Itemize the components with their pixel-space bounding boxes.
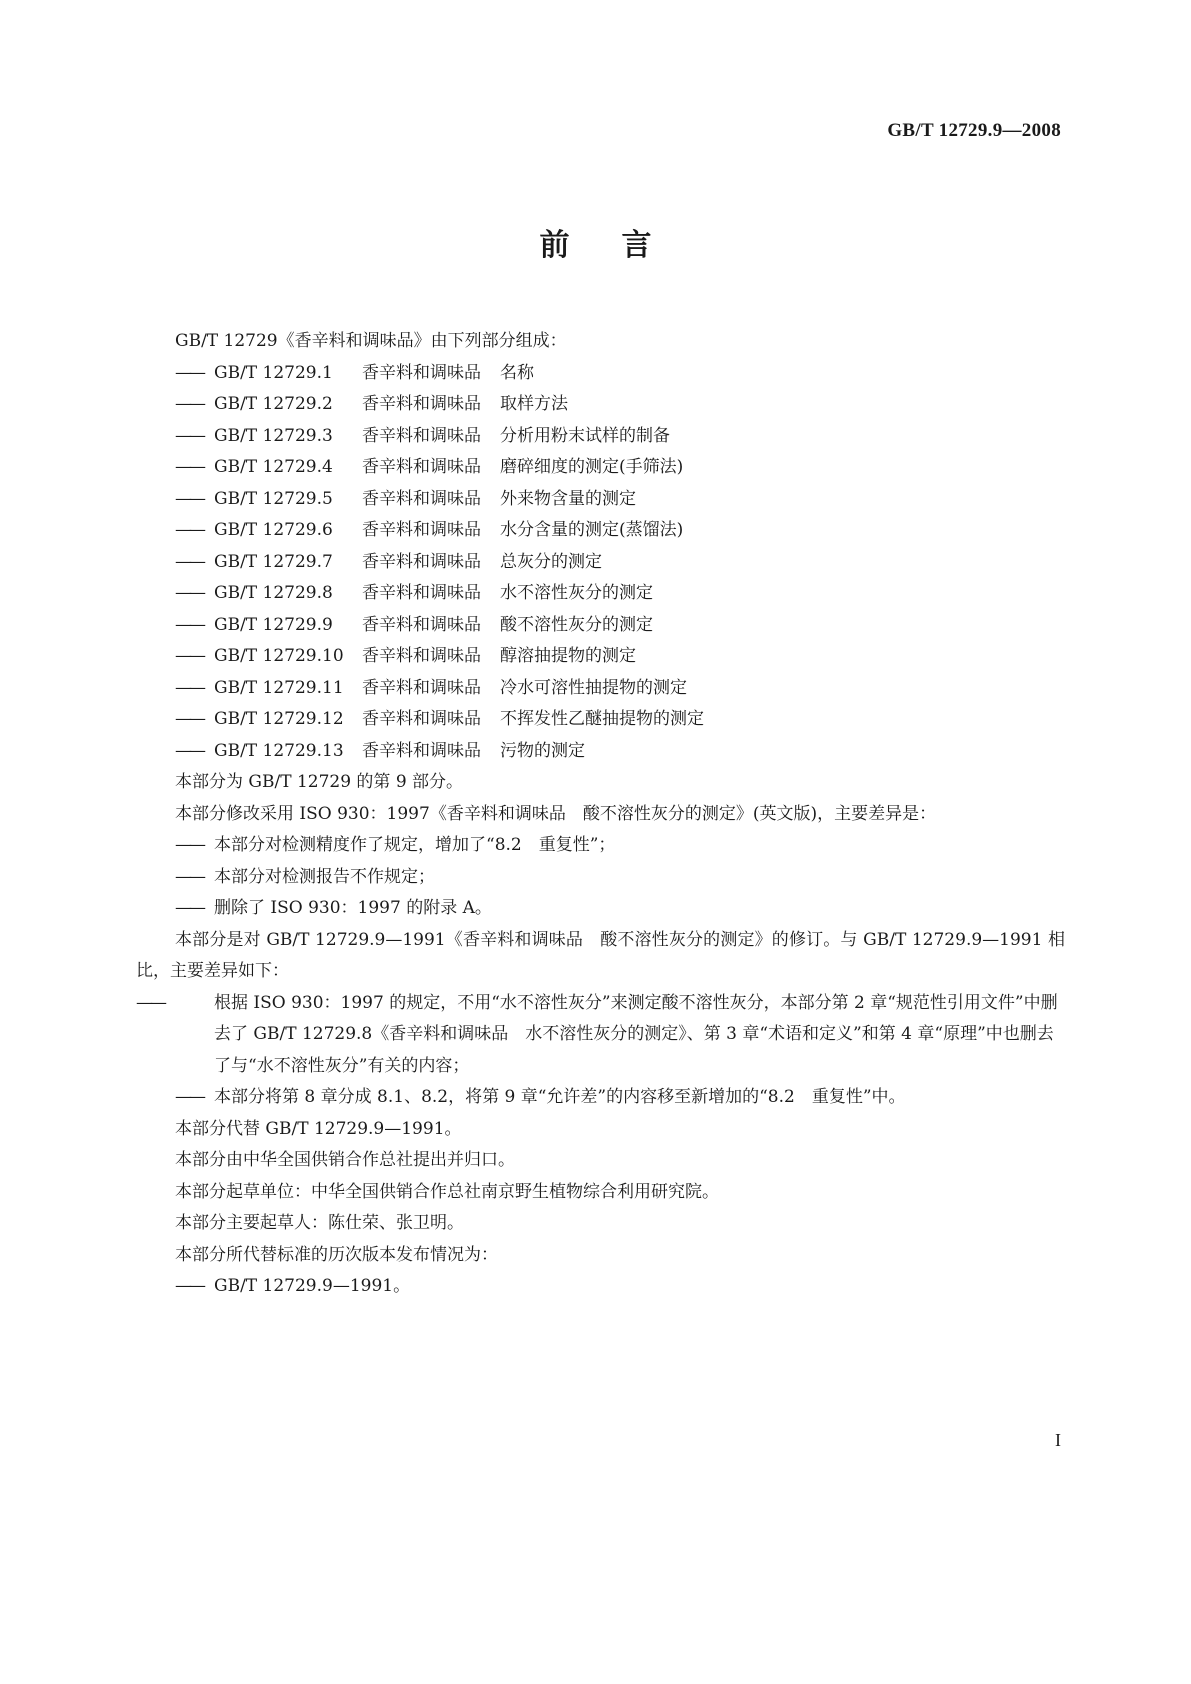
list-item: —— GB/T 12729.4 香辛料和调味品 磨碎细度的测定(手筛法) (175, 457, 684, 477)
revision-statement: 本部分是对 GB/T 12729.9—1991《香辛料和调味品 酸不溶性灰分的测定》的修订。与 GB/T 12729.9—1991 相比，主要差异如下： (136, 929, 1065, 981)
intro-paragraph: GB/T 12729《香辛料和调味品》由下列部分组成： (175, 331, 567, 351)
list-item: —— GB/T 12729.6 香辛料和调味品 水分含量的测定(蒸馏法) (175, 520, 684, 540)
history-statement: 本部分所代替标准的历次版本发布情况为： (175, 1244, 498, 1265)
page-number: I (1055, 1430, 1061, 1450)
list-item: —— 本部分对检测精度作了规定，增加了“8.2 重复性”； (175, 835, 616, 855)
drafting-unit: 本部分起草单位：中华全国供销合作总社南京野生植物综合利用研究院。 (175, 1181, 719, 1202)
list-item: —— GB/T 12729.8 香辛料和调味品 水不溶性灰分的测定 (175, 583, 653, 603)
adoption-statement: 本部分修改采用 ISO 930：1997《香辛料和调味品 酸不溶性灰分的测定》(英文版)，主要差异是： (175, 803, 937, 824)
list-item: —— GB/T 12729.2 香辛料和调味品 取样方法 (175, 394, 568, 414)
list-item: —— 根据 ISO 930：1997 的规定，不用“水不溶性灰分”来测定酸不溶性灰分，本部分第 2 章“规范性引用文件”中删去了 GB/T 12729.8《香辛料和调味品 水不溶性灰分的测定》、第 3 章“术语和定义”和第 4 章“原理”中也删去了与“水不溶性灰分”有关的内容； (136, 992, 1058, 1076)
list-item: —— 本部分对检测报告不作规定； (175, 866, 435, 887)
page-title: 前言 (539, 228, 704, 263)
list-item: —— GB/T 12729.9—1991。 (175, 1276, 411, 1296)
list-item: —— GB/T 12729.10 香辛料和调味品 醇溶抽提物的测定 (175, 646, 636, 666)
list-item: —— GB/T 12729.12 香辛料和调味品 不挥发性乙醚抽提物的测定 (175, 709, 704, 729)
list-item: —— GB/T 12729.3 香辛料和调味品 分析用粉末试样的制备 (175, 425, 670, 446)
list-item: —— GB/T 12729.5 香辛料和调味品 外来物含量的测定 (175, 488, 636, 509)
standard-number: GB/T 12729.9—2008 (887, 120, 1061, 141)
list-item: —— 本部分将第 8 章分成 8.1、8.2，将第 9 章“允许差”的内容移至新增加的“8.2 重复性”中。 (175, 1087, 906, 1107)
list-item: —— GB/T 12729.9 香辛料和调味品 酸不溶性灰分的测定 (175, 614, 653, 635)
list-item: —— GB/T 12729.13 香辛料和调味品 污物的测定 (175, 740, 585, 761)
foreword-body (136, 326, 1065, 1303)
drafters: 本部分主要起草人：陈仕荣、张卫明。 (175, 1213, 464, 1233)
list-item: —— GB/T 12729.1 香辛料和调味品 名称 (175, 362, 534, 383)
proposed-by: 本部分由中华全国供销合作总社提出并归口。 (175, 1150, 515, 1170)
list-item: —— 删除了 ISO 930：1997 的附录 A。 (175, 898, 492, 918)
part-statement: 本部分为 GB/T 12729 的第 9 部分。 (175, 772, 464, 792)
list-item: —— GB/T 12729.7 香辛料和调味品 总灰分的测定 (175, 551, 602, 572)
parts-list (136, 358, 1065, 768)
list-item: —— GB/T 12729.11 香辛料和调味品 冷水可溶性抽提物的测定 (175, 677, 687, 698)
replaces-statement: 本部分代替 GB/T 12729.9—1991。 (175, 1118, 462, 1139)
